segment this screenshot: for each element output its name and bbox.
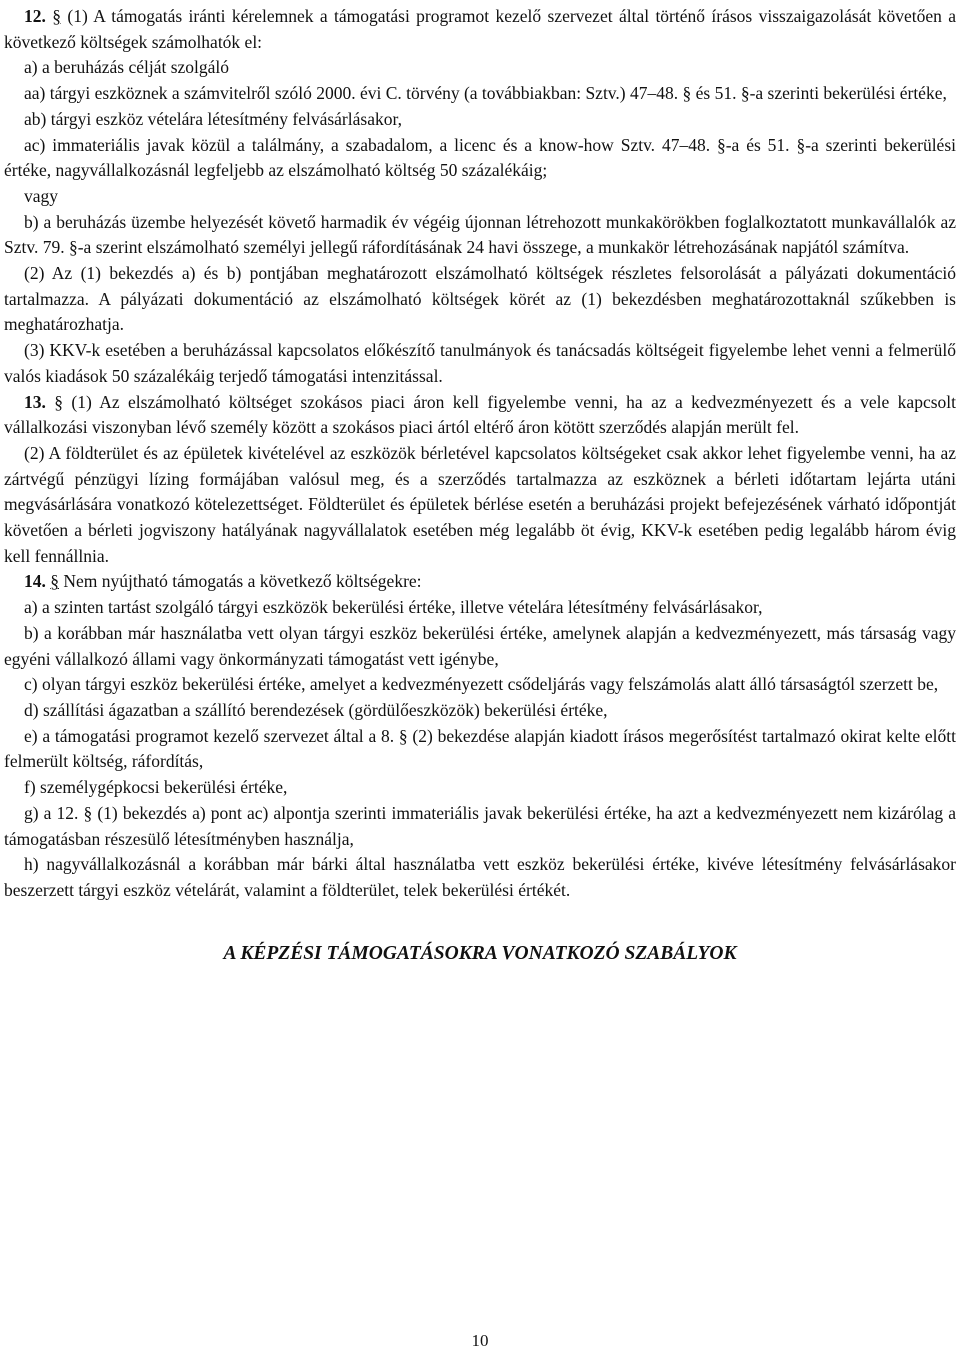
- s14-point-f: f) személygépkocsi bekerülési értéke,: [24, 777, 288, 798]
- s14-point-d: d) szállítási ágazatban a szállító berendezések (gördülőeszközök) bekerülési értéke,: [24, 699, 608, 720]
- s12-text: (1) A támogatás iránti kérelemnek a támogatási programot kezelő szervezet által történő írásos visszaigazolását követően a következő költségek számolhatók el:: [4, 6, 956, 52]
- s13-number: 13.: [24, 391, 46, 412]
- s12-point-a: a) a beruházás célját szolgáló: [24, 57, 230, 78]
- s14-point-b: b) a korábban már használatba vett olyan tárgyi eszköz bekerülési értéke, amelynek alapján a kedvezményezett, más társaság vagy egyéni vállalkozó állami vagy önkormányzati támogatást vett igénybe,: [4, 622, 956, 669]
- s14-point-e: e) a támogatási programot kezelő szervezet által a 8. § (2) bekezdése alapján kiadott írásos megerősítést tartalmazó okirat kelte előtt felmerült költség, ráfordítás,: [4, 725, 956, 772]
- s14-point-g: g) a 12. § (1) bekezdés a) pont ac) alpontja szerinti immateriális javak bekerülési értéke, ha azt a kedvezményezett nem kizárólag a támogatásban részesülő létesítményben használja,: [4, 802, 956, 849]
- s12-point-aa: aa) tárgyi eszköznek a számvitelről szóló 2000. évi C. törvény (a továbbiakban: Sztv.) 47–48. § és 51. §-a szerinti bekerülési értéke,: [24, 83, 947, 104]
- section-sign: §: [50, 571, 59, 592]
- s13-paragraph-2: (2) A földterület és az épületek kivételével az eszközök bérletével kapcsolatos költségeket csak akkor lehet figyelembe venni, ha az zártvégű pénzügyi lízing formájában valósul meg, és a szerződés tartalmazza az eszköznek a bérleti időtartam lejárta utáni megvásárlására vonatkozó kötelezettséget. Földterület és épületek bérlése esetén a beruházási projekt befejezésének várható időpontját követően a bérleti jogviszony hatályának nagyvállalatok esetében még legalább öt évig, KKV-k esetében pedig legalább három évig kell fennállnia.: [4, 442, 956, 566]
- s12-point-b: b) a beruházás üzembe helyezését követő harmadik év végéig újonnan létrehozott munkakörökben foglalkoztatott munkavállalók az Sztv. 79. §-a szerint elszámolható személyi jellegű ráfordításának 24 havi összege, a munkakör létrehozásának napjától számítva.: [4, 211, 956, 258]
- s12-paragraph-1: [4, 4, 956, 55]
- section-sign: §: [52, 6, 61, 26]
- s13-paragraph-1: [4, 390, 956, 441]
- s14-point-a: a) a szinten tartást szolgáló tárgyi eszközök bekerülési értéke, illetve vételára létesítmény felvásárlásakor,: [24, 597, 763, 618]
- s13-text: (1) Az elszámolható költséget szokásos piaci áron kell figyelembe venni, ha az a kedvezményezett és a vele kapcsolt vállalkozási viszonyban lévő személy között a szokásos piaci ártól eltérő áron kötött szerződés alapján merült fel.: [4, 391, 956, 438]
- s12-paragraph-2: (2) Az (1) bekezdés a) és b) pontjában meghatározott elszámolható költségek részletes felsorolását a pályázati dokumentáció tartalmazza. A pályázati dokumentáció az elszámolható költségek körét az (1) bekezdésben meghatározottaknál szűkebben is meghatározhatja.: [4, 263, 956, 335]
- document-body: [4, 4, 956, 967]
- s14-point-c: c) olyan tárgyi eszköz bekerülési értéke, amelyet a kedvezményezett csődeljárás vagy felszámolás alatt álló társaságtól szerzett be,: [24, 674, 939, 695]
- s12-point-ab: ab) tárgyi eszköz vételára létesítmény felvásárlásakor,: [24, 108, 402, 129]
- s12-vagy: vagy: [24, 185, 59, 206]
- s12-point-ac: ac) immateriális javak közül a találmány, a szabadalom, a licenc és a know-how Sztv. 47–48. §-a és 51. §-a szerinti bekerülési értéke, nagyvállalkozásnál legfeljebb az elszámolható költség 50 százalékáig;: [4, 134, 956, 181]
- s12-paragraph-3: (3) KKV-k esetében a beruházással kapcsolatos előkészítő tanulmányok és tanácsadás költségeit figyelembe lehet venni a felmerülő valós kiadások 50 százalékáig terjedő támogatási intenzitással.: [4, 340, 956, 386]
- s14-number: 14.: [24, 571, 46, 592]
- s12-number: 12.: [24, 6, 46, 26]
- section-heading: A KÉPZÉSI TÁMOGATÁSOKRA VONATKOZÓ SZABÁLYOK: [223, 942, 737, 964]
- section-sign: §: [54, 391, 64, 412]
- s14-point-h: h) nagyvállalkozásnál a korábban már bárki által használatba vett eszköz bekerülési értéke, kivéve létesítmény felvásárlásakor beszerzett tárgyi eszköz vételárát, valamint a földterület, telek bekerülési értékét.: [4, 854, 956, 900]
- s14-intro: [4, 569, 956, 595]
- s14-text: Nem nyújtható támogatás a következő költségekre:: [63, 571, 422, 592]
- page-number: 10: [471, 1331, 489, 1350]
